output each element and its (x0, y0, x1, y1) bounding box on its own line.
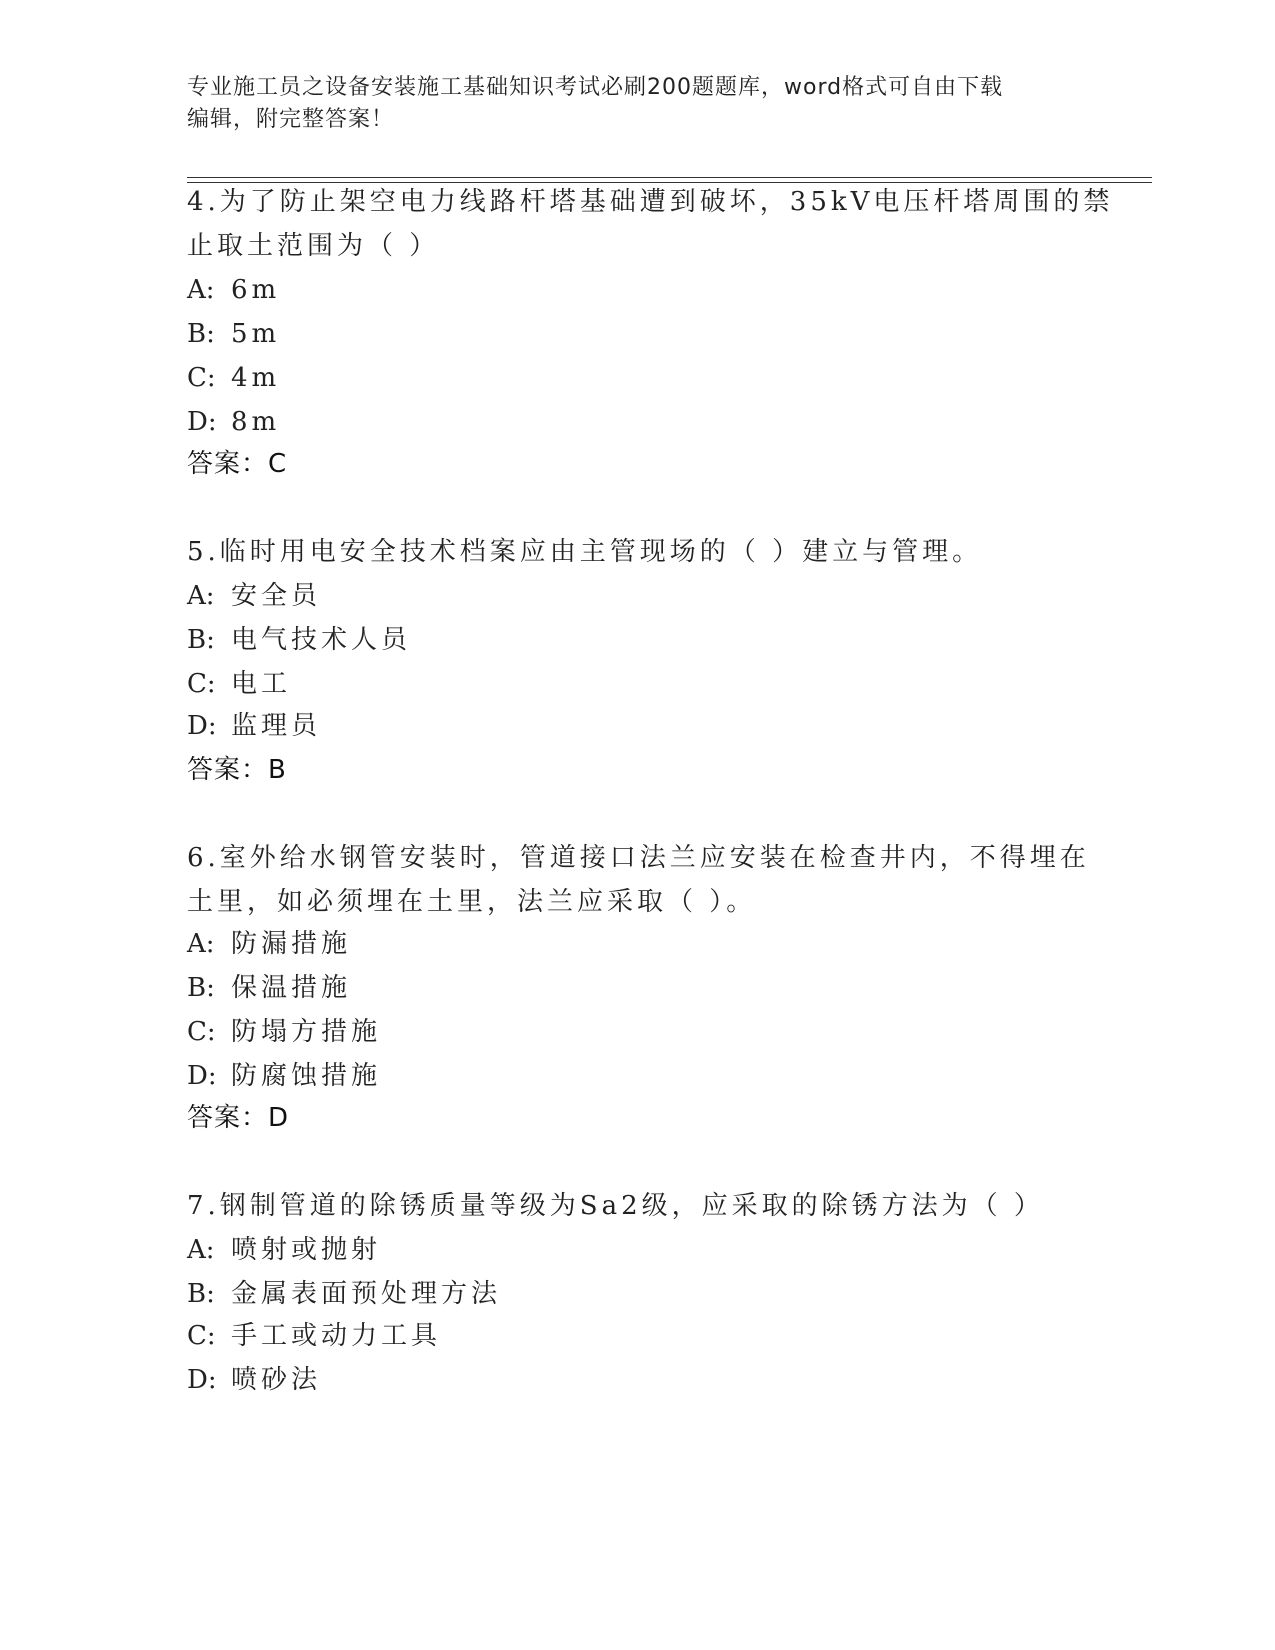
question-4-stem-line-2: 止取土范围为（ ） (187, 231, 440, 261)
question-7-option-b (187, 1276, 501, 1312)
option-key: B: (187, 319, 215, 349)
header-line-2: 编辑，附完整答案！ (187, 107, 395, 132)
question-6-option-c (187, 1014, 381, 1050)
question-7-option-a (187, 1232, 381, 1268)
option-text: 电气技术人员 (231, 625, 412, 655)
option-key: C: (187, 1321, 216, 1351)
option-key: B: (187, 973, 215, 1003)
question-4-option-d (187, 404, 280, 440)
question-4-option-a (187, 272, 280, 308)
document-header (187, 72, 1067, 136)
option-text: 5m (231, 319, 281, 349)
option-text: 安全员 (231, 581, 322, 611)
option-text: 4m (231, 363, 281, 393)
question-5-option-b (187, 622, 411, 658)
option-text: 手工或动力工具 (231, 1321, 442, 1351)
question-5-option-d (187, 708, 321, 744)
option-key: A: (187, 275, 215, 305)
question-6-answer: 答案：D (187, 1103, 290, 1133)
option-text: 金属表面预处理方法 (231, 1279, 502, 1309)
option-key: B: (187, 625, 215, 655)
question-5-stem-line-1: 5.临时用电安全技术档案应由主管现场的（ ）建立与管理。 (187, 537, 983, 567)
header-divider-top (187, 177, 1152, 178)
option-text: 防腐蚀措施 (231, 1061, 382, 1091)
option-text: 防塌方措施 (231, 1017, 382, 1047)
question-4-option-b (187, 316, 280, 352)
option-text: 监理员 (231, 711, 322, 741)
option-text: 喷射或抛射 (231, 1235, 382, 1265)
option-key: B: (187, 1279, 215, 1309)
question-4-stem-line-1: 4.为了防止架空电力线路杆塔基础遭到破坏，35kV电压杆塔周围的禁 (187, 187, 1114, 217)
question-5-answer: 答案：B (187, 755, 287, 785)
option-key: A: (187, 581, 215, 611)
option-key: D: (187, 711, 217, 741)
option-key: D: (187, 407, 217, 437)
option-key: A: (187, 1235, 215, 1265)
option-text: 喷砂法 (231, 1365, 322, 1395)
question-6-stem-line-1: 6.室外给水钢管安装时，管道接口法兰应安装在检查井内，不得埋在 (187, 843, 1090, 873)
option-text: 电工 (231, 669, 292, 699)
option-text: 8m (231, 407, 281, 437)
question-7-option-c (187, 1318, 441, 1354)
question-7-stem-line-1: 7.钢制管道的除锈质量等级为Sa2级，应采取的除锈方法为（ ） (187, 1191, 1044, 1221)
question-6-option-a (187, 926, 351, 962)
option-key: C: (187, 363, 216, 393)
option-key: C: (187, 1017, 216, 1047)
option-text: 6m (231, 275, 281, 305)
header-line-1: 专业施工员之设备安装施工基础知识考试必刷200题题库，word格式可自由下载 (187, 75, 1004, 100)
option-key: D: (187, 1061, 217, 1091)
question-4-option-c (187, 360, 280, 396)
question-5-option-c (187, 666, 291, 702)
question-5-option-a (187, 578, 321, 614)
option-text: 防漏措施 (231, 929, 352, 959)
question-6-stem-line-2: 土里，如必须埋在土里，法兰应采取（ ）。 (187, 887, 757, 917)
option-text: 保温措施 (231, 973, 352, 1003)
option-key: A: (187, 929, 215, 959)
question-7-option-d (187, 1362, 321, 1398)
header-divider-bottom (187, 182, 1152, 183)
question-6-option-b (187, 970, 351, 1006)
option-key: D: (187, 1365, 217, 1395)
option-key: C: (187, 669, 216, 699)
question-4-answer: 答案：C (187, 449, 288, 479)
question-6-option-d (187, 1058, 381, 1094)
